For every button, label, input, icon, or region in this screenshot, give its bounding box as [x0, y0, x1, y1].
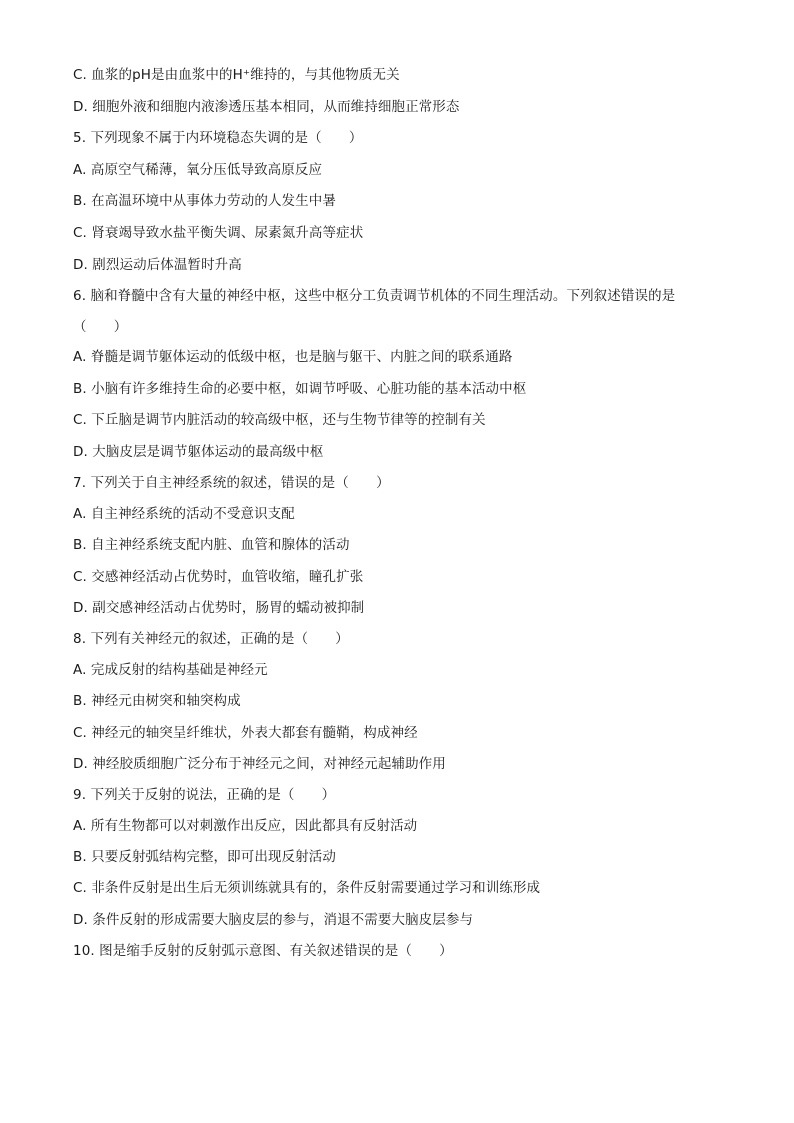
question-6-paren: （ ）: [73, 319, 128, 335]
option-a-q8: A. 完成反射的结构基础是神经元: [73, 662, 268, 678]
question-5: 5. 下列现象不属于内环境稳态失调的是（ ）: [73, 130, 363, 146]
option-c-q6: C. 下丘脑是调节内脏活动的较高级中枢，还与生物节律等的控制有关: [73, 412, 486, 428]
question-6: 6. 脑和脊髓中含有大量的神经中枢，这些中枢分工负责调节机体的不同生理活动。下列叙述错误的是: [73, 288, 676, 304]
option-b-q7: B. 自主神经系统支配内脏、血管和腺体的活动: [73, 537, 350, 553]
option-c-q8: C. 神经元的轴突呈纤维状，外表大都套有髓鞘，构成神经: [73, 725, 418, 741]
option-d-q7: D. 副交感神经活动占优势时，肠胃的蠕动被抑制: [73, 600, 365, 616]
option-d-q9: D. 条件反射的形成需要大脑皮层的参与，消退不需要大脑皮层参与: [73, 912, 474, 928]
option-c-q9: C. 非条件反射是出生后无须训练就具有的，条件反射需要通过学习和训练形成: [73, 880, 541, 896]
option-a-q5: A. 高原空气稀薄，氧分压低导致高原反应: [73, 162, 323, 178]
option-a-q7: A. 自主神经系统的活动不受意识支配: [73, 506, 295, 522]
option-a-q9: A. 所有生物都可以对刺激作出反应，因此都具有反射活动: [73, 818, 418, 834]
question-9: 9. 下列关于反射的说法，正确的是（ ）: [73, 787, 336, 803]
option-c-q7: C. 交感神经活动占优势时，血管收缩，瞳孔扩张: [73, 569, 364, 585]
option-b-q9: B. 只要反射弧结构完整，即可出现反射活动: [73, 849, 336, 865]
option-b-q5: B. 在高温环境中从事体力劳动的人发生中暑: [73, 193, 336, 209]
question-10: 10. 图是缩手反射的反射弧示意图、有关叙述错误的是（ ）: [73, 943, 453, 959]
option-b-q6: B. 小脑有许多维持生命的必要中枢，如调节呼吸、心脏功能的基本活动中枢: [73, 381, 527, 397]
option-b-q8: B. 神经元由树突和轴突构成: [73, 693, 241, 709]
option-a-q6: A. 脊髓是调节躯体运动的低级中枢，也是脑与躯干、内脏之间的联系通路: [73, 349, 513, 365]
option-c-q5: C. 肾衰竭导致水盐平衡失调、尿素氮升高等症状: [73, 225, 364, 241]
option-d-q4: D. 细胞外液和细胞内液渗透压基本相同，从而维持细胞正常形态: [73, 99, 460, 115]
question-8: 8. 下列有关神经元的叙述，正确的是（ ）: [73, 631, 349, 647]
option-d-q6: D. 大脑皮层是调节躯体运动的最高级中枢: [73, 444, 324, 460]
option-d-q8: D. 神经胶质细胞广泛分布于神经元之间，对神经元起辅助作用: [73, 756, 446, 772]
question-7: 7. 下列关于自主神经系统的叙述，错误的是（ ）: [73, 475, 390, 491]
option-c-q4: C. 血浆的pH是由血浆中的H⁺维持的，与其他物质无关: [73, 67, 400, 83]
option-d-q5: D. 剧烈运动后体温暂时升高: [73, 257, 242, 273]
